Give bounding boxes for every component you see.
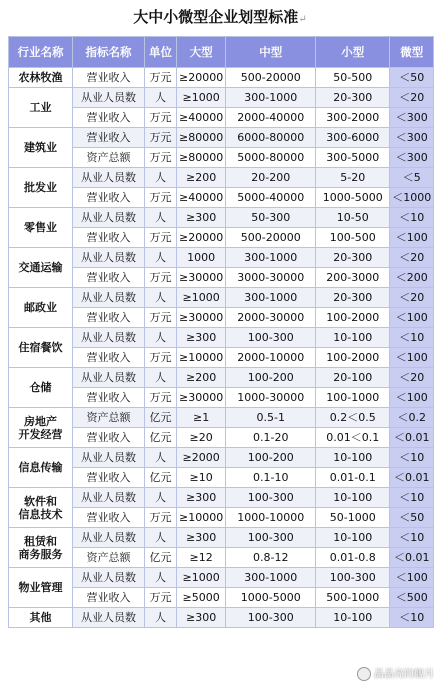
unit-cell: 万元 (145, 228, 177, 248)
large-cell: ≥300 (177, 608, 226, 628)
unit-cell: 人 (145, 528, 177, 548)
micro-cell: ＜100 (390, 388, 434, 408)
unit-cell: 人 (145, 288, 177, 308)
header-industry: 行业名称 (9, 37, 73, 68)
table-row (9, 228, 434, 248)
unit-cell: 亿元 (145, 428, 177, 448)
medium-cell: 500-20000 (226, 228, 316, 248)
unit-cell: 人 (145, 488, 177, 508)
unit-cell: 人 (145, 448, 177, 468)
table-row (9, 348, 434, 368)
large-cell: ≥1 (177, 408, 226, 428)
large-cell: ≥10000 (177, 348, 226, 368)
table-row (9, 388, 434, 408)
watermark (357, 665, 434, 681)
small-cell: 100-500 (316, 228, 390, 248)
unit-cell: 万元 (145, 128, 177, 148)
small-cell: 100-2000 (316, 308, 390, 328)
medium-cell: 0.1-20 (226, 428, 316, 448)
table-row (9, 128, 434, 148)
medium-cell: 500-20000 (226, 68, 316, 88)
small-cell: 500-1000 (316, 588, 390, 608)
small-cell: 10-100 (316, 448, 390, 468)
large-cell: ≥20000 (177, 228, 226, 248)
unit-cell: 人 (145, 328, 177, 348)
header-unit: 单位 (145, 37, 177, 68)
micro-cell: ＜10 (390, 448, 434, 468)
medium-cell: 100-200 (226, 368, 316, 388)
small-cell: 100-1000 (316, 388, 390, 408)
indicator-cell: 营业收入 (73, 388, 145, 408)
table-row (9, 588, 434, 608)
unit-cell: 人 (145, 568, 177, 588)
large-cell: ≥1000 (177, 88, 226, 108)
table-row (9, 148, 434, 168)
medium-cell: 50-300 (226, 208, 316, 228)
medium-cell: 5000-40000 (226, 188, 316, 208)
unit-cell: 万元 (145, 148, 177, 168)
medium-cell: 100-300 (226, 328, 316, 348)
unit-cell: 万元 (145, 308, 177, 328)
table-row (9, 508, 434, 528)
industry-cell: 邮政业 (9, 288, 73, 328)
medium-cell: 0.5-1 (226, 408, 316, 428)
table-row (9, 468, 434, 488)
table-row (9, 568, 434, 588)
micro-cell: ＜10 (390, 488, 434, 508)
enterprise-size-table (8, 36, 434, 628)
micro-cell: ＜300 (390, 148, 434, 168)
table-row (9, 448, 434, 468)
micro-cell: ＜20 (390, 288, 434, 308)
watermark-text: 晶晶亮的舰月 (374, 669, 434, 680)
unit-cell: 万元 (145, 188, 177, 208)
micro-cell: ＜5 (390, 168, 434, 188)
header-row (9, 37, 434, 68)
indicator-cell: 营业收入 (73, 68, 145, 88)
indicator-cell: 营业收入 (73, 468, 145, 488)
small-cell: 100-2000 (316, 348, 390, 368)
return-mark: ↵ (298, 14, 307, 25)
industry-cell: 信息传输 (9, 448, 73, 488)
large-cell: ≥300 (177, 208, 226, 228)
small-cell: 0.01-0.8 (316, 548, 390, 568)
small-cell: 10-50 (316, 208, 390, 228)
header-micro: 微型 (390, 37, 434, 68)
indicator-cell: 资产总额 (73, 148, 145, 168)
industry-cell: 零售业 (9, 208, 73, 248)
indicator-cell: 从业人员数 (73, 488, 145, 508)
table-row (9, 408, 434, 428)
small-cell: 100-300 (316, 568, 390, 588)
table-row (9, 188, 434, 208)
unit-cell: 人 (145, 368, 177, 388)
unit-cell: 亿元 (145, 548, 177, 568)
large-cell: ≥20000 (177, 68, 226, 88)
indicator-cell: 从业人员数 (73, 208, 145, 228)
header-large: 大型 (177, 37, 226, 68)
indicator-cell: 营业收入 (73, 508, 145, 528)
industry-cell: 批发业 (9, 168, 73, 208)
industry-cell: 软件和 信息技术 (9, 488, 73, 528)
large-cell: ≥5000 (177, 588, 226, 608)
wechat-icon (357, 667, 371, 681)
unit-cell: 万元 (145, 348, 177, 368)
unit-cell: 人 (145, 168, 177, 188)
small-cell: 20-300 (316, 88, 390, 108)
indicator-cell: 营业收入 (73, 108, 145, 128)
small-cell: 10-100 (316, 608, 390, 628)
micro-cell: ＜100 (390, 568, 434, 588)
indicator-cell: 营业收入 (73, 428, 145, 448)
unit-cell: 万元 (145, 108, 177, 128)
table-row (9, 328, 434, 348)
medium-cell: 1000-5000 (226, 588, 316, 608)
indicator-cell: 从业人员数 (73, 608, 145, 628)
small-cell: 200-3000 (316, 268, 390, 288)
small-cell: 1000-5000 (316, 188, 390, 208)
micro-cell: ＜500 (390, 588, 434, 608)
small-cell: 20-100 (316, 368, 390, 388)
indicator-cell: 营业收入 (73, 128, 145, 148)
unit-cell: 万元 (145, 588, 177, 608)
table-row (9, 68, 434, 88)
unit-cell: 万元 (145, 68, 177, 88)
indicator-cell: 从业人员数 (73, 248, 145, 268)
medium-cell: 2000-10000 (226, 348, 316, 368)
indicator-cell: 从业人员数 (73, 528, 145, 548)
medium-cell: 1000-10000 (226, 508, 316, 528)
indicator-cell: 从业人员数 (73, 88, 145, 108)
micro-cell: ＜200 (390, 268, 434, 288)
micro-cell: ＜100 (390, 228, 434, 248)
small-cell: 300-2000 (316, 108, 390, 128)
industry-cell: 房地产 开发经营 (9, 408, 73, 448)
industry-cell: 租赁和 商务服务 (9, 528, 73, 568)
indicator-cell: 营业收入 (73, 188, 145, 208)
large-cell: ≥12 (177, 548, 226, 568)
medium-cell: 1000-30000 (226, 388, 316, 408)
indicator-cell: 营业收入 (73, 308, 145, 328)
small-cell: 50-500 (316, 68, 390, 88)
table-row (9, 428, 434, 448)
small-cell: 10-100 (316, 328, 390, 348)
large-cell: ≥80000 (177, 148, 226, 168)
micro-cell: ＜20 (390, 248, 434, 268)
medium-cell: 100-300 (226, 488, 316, 508)
industry-cell: 物业管理 (9, 568, 73, 608)
unit-cell: 人 (145, 608, 177, 628)
small-cell: 10-100 (316, 488, 390, 508)
unit-cell: 万元 (145, 508, 177, 528)
title-text: 大中小微型企业划型标准 (133, 8, 299, 26)
medium-cell: 0.8-12 (226, 548, 316, 568)
large-cell: ≥200 (177, 368, 226, 388)
small-cell: 10-100 (316, 528, 390, 548)
micro-cell: ＜10 (390, 608, 434, 628)
table-row (9, 88, 434, 108)
small-cell: 5-20 (316, 168, 390, 188)
micro-cell: ＜300 (390, 128, 434, 148)
industry-cell: 农林牧渔 (9, 68, 73, 88)
industry-cell: 建筑业 (9, 128, 73, 168)
header-small: 小型 (316, 37, 390, 68)
table-row (9, 368, 434, 388)
table-row (9, 548, 434, 568)
page-title (0, 6, 440, 27)
indicator-cell: 营业收入 (73, 588, 145, 608)
small-cell: 0.2＜0.5 (316, 408, 390, 428)
micro-cell: ＜100 (390, 308, 434, 328)
micro-cell: ＜0.01 (390, 428, 434, 448)
medium-cell: 0.1-10 (226, 468, 316, 488)
large-cell: ≥40000 (177, 108, 226, 128)
unit-cell: 人 (145, 88, 177, 108)
header-medium: 中型 (226, 37, 316, 68)
micro-cell: ＜0.01 (390, 468, 434, 488)
indicator-cell: 从业人员数 (73, 168, 145, 188)
table-row (9, 108, 434, 128)
micro-cell: ＜300 (390, 108, 434, 128)
table-row (9, 268, 434, 288)
industry-cell: 其他 (9, 608, 73, 628)
micro-cell: ＜1000 (390, 188, 434, 208)
industry-cell: 工业 (9, 88, 73, 128)
large-cell: ≥300 (177, 488, 226, 508)
large-cell: ≥300 (177, 528, 226, 548)
industry-cell: 仓储 (9, 368, 73, 408)
medium-cell: 2000-30000 (226, 308, 316, 328)
header-indicator: 指标名称 (73, 37, 145, 68)
medium-cell: 6000-80000 (226, 128, 316, 148)
small-cell: 20-300 (316, 248, 390, 268)
medium-cell: 100-300 (226, 608, 316, 628)
medium-cell: 300-1000 (226, 568, 316, 588)
industry-cell: 住宿餐饮 (9, 328, 73, 368)
small-cell: 300-5000 (316, 148, 390, 168)
indicator-cell: 从业人员数 (73, 368, 145, 388)
large-cell: ≥30000 (177, 308, 226, 328)
unit-cell: 万元 (145, 268, 177, 288)
micro-cell: ＜10 (390, 328, 434, 348)
large-cell: ≥80000 (177, 128, 226, 148)
medium-cell: 100-200 (226, 448, 316, 468)
medium-cell: 100-300 (226, 528, 316, 548)
medium-cell: 20-200 (226, 168, 316, 188)
small-cell: 0.01-0.1 (316, 468, 390, 488)
large-cell: ≥1000 (177, 288, 226, 308)
medium-cell: 3000-30000 (226, 268, 316, 288)
medium-cell: 300-1000 (226, 288, 316, 308)
medium-cell: 5000-80000 (226, 148, 316, 168)
micro-cell: ＜50 (390, 508, 434, 528)
indicator-cell: 从业人员数 (73, 448, 145, 468)
table-row (9, 528, 434, 548)
table-row (9, 208, 434, 228)
indicator-cell: 从业人员数 (73, 328, 145, 348)
unit-cell: 亿元 (145, 468, 177, 488)
small-cell: 0.01＜0.1 (316, 428, 390, 448)
indicator-cell: 从业人员数 (73, 568, 145, 588)
micro-cell: ＜10 (390, 528, 434, 548)
indicator-cell: 资产总额 (73, 408, 145, 428)
table-row (9, 248, 434, 268)
table-row (9, 308, 434, 328)
medium-cell: 300-1000 (226, 88, 316, 108)
medium-cell: 300-1000 (226, 248, 316, 268)
micro-cell: ＜100 (390, 348, 434, 368)
table-row (9, 608, 434, 628)
small-cell: 20-300 (316, 288, 390, 308)
large-cell: ≥1000 (177, 568, 226, 588)
large-cell: ≥300 (177, 328, 226, 348)
table-body (9, 68, 434, 628)
small-cell: 300-6000 (316, 128, 390, 148)
table-row (9, 488, 434, 508)
table-row (9, 288, 434, 308)
large-cell: ≥200 (177, 168, 226, 188)
medium-cell: 2000-40000 (226, 108, 316, 128)
unit-cell: 亿元 (145, 408, 177, 428)
large-cell: 1000 (177, 248, 226, 268)
large-cell: ≥40000 (177, 188, 226, 208)
table-row (9, 168, 434, 188)
large-cell: ≥10 (177, 468, 226, 488)
indicator-cell: 营业收入 (73, 228, 145, 248)
unit-cell: 万元 (145, 388, 177, 408)
micro-cell: ＜0.01 (390, 548, 434, 568)
micro-cell: ＜20 (390, 88, 434, 108)
micro-cell: ＜0.2 (390, 408, 434, 428)
indicator-cell: 资产总额 (73, 548, 145, 568)
small-cell: 50-1000 (316, 508, 390, 528)
large-cell: ≥2000 (177, 448, 226, 468)
micro-cell: ＜50 (390, 68, 434, 88)
indicator-cell: 从业人员数 (73, 288, 145, 308)
micro-cell: ＜20 (390, 368, 434, 388)
indicator-cell: 营业收入 (73, 348, 145, 368)
large-cell: ≥20 (177, 428, 226, 448)
large-cell: ≥30000 (177, 268, 226, 288)
large-cell: ≥10000 (177, 508, 226, 528)
unit-cell: 人 (145, 248, 177, 268)
micro-cell: ＜10 (390, 208, 434, 228)
large-cell: ≥30000 (177, 388, 226, 408)
indicator-cell: 营业收入 (73, 268, 145, 288)
unit-cell: 人 (145, 208, 177, 228)
industry-cell: 交通运输 (9, 248, 73, 288)
